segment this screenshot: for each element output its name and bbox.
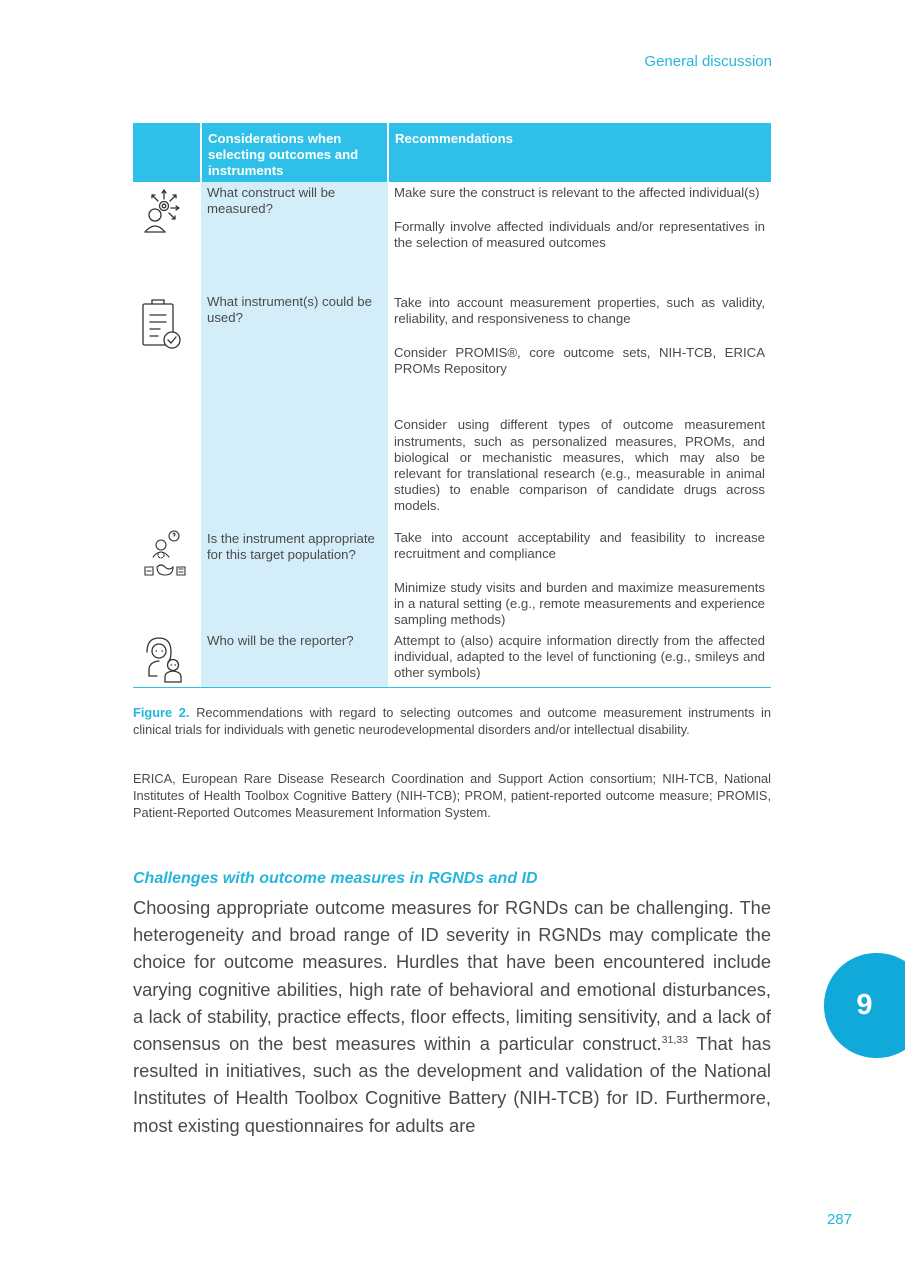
- icon-cell: [133, 527, 201, 630]
- recommendation-text: Take into account measurement properties, such as validity, reliability, and responsiveness to change: [394, 294, 765, 326]
- recommendation-text: Take into account acceptability and feasibility to increase recruitment and compliance: [394, 529, 765, 561]
- consideration-cell: Who will be the reporter?: [201, 630, 388, 688]
- section-heading: Challenges with outcome measures in RGNDs and ID: [133, 870, 538, 887]
- target-population-icon: [133, 527, 201, 577]
- icon-cell: [133, 630, 201, 688]
- figure-label: Figure 2.: [133, 705, 190, 720]
- consideration-cell: [201, 294, 388, 527]
- consideration-text: What instrument(s) could be used?: [207, 293, 372, 325]
- considerations-header: Considerations when selecting outcomes and instruments: [201, 123, 388, 182]
- page-number: 287: [826, 1211, 852, 1228]
- chapter-tab: [824, 953, 905, 1058]
- clipboard-check-icon: [133, 294, 201, 354]
- recommendation-cell: [388, 527, 771, 630]
- person-gear-icon: [133, 182, 201, 242]
- recommendation-cell: [388, 294, 771, 527]
- icon-column-header: [133, 123, 201, 182]
- icon-cell: [133, 294, 201, 527]
- caption-text: Recommendations with regard to selecting outcomes and outcome measurement instruments in clinical trials for individuals with genetic neurodevelopmental disorders and/or intellectual disability.: [133, 705, 771, 737]
- recommendation-cell: [388, 630, 771, 688]
- table-row: [133, 630, 771, 688]
- parent-child-icon: [133, 630, 201, 686]
- recommendation-text: Consider using different types of outcome measurement instruments, such as personalized measures, PROMs, and biological or mechanistic measures, which may also be relevant for translational research (e.g., measurable in animal studies) to enable comparison of candidate drugs across models.: [394, 417, 765, 514]
- recommendation-text: Make sure the construct is relevant to the affected individual(s): [394, 184, 760, 200]
- table-row: [133, 182, 771, 294]
- reference-superscript: 31,33: [661, 1033, 688, 1046]
- body-text-part: That has resulted in initiatives, such as the development and validation of the National Institutes of Health Toolbox Cognitive Battery (NIH-TCB) for ID. Furthermore, most existing questionnaires for adults are: [133, 1033, 771, 1136]
- running-header: General discussion: [644, 53, 772, 70]
- table-header-row: [133, 123, 771, 182]
- chapter-number: 9: [856, 989, 873, 1021]
- abbreviations-note: ERICA, European Rare Disease Research Coordination and Support Action consortium; NIH-TCB, National Institutes of Health Toolbox Cognitive Battery (NIH-TCB); PROM, patient-reported outcome measure; PROMIS, Patient-Reported Outcomes Measurement Information System.: [133, 771, 771, 820]
- recommendations-header: Recommendations: [388, 123, 771, 182]
- recommendation-text: Consider PROMIS®, core outcome sets, NIH-TCB, ERICA PROMs Repository: [394, 345, 765, 377]
- body-paragraph: [133, 894, 771, 1139]
- recommendation-text: Formally involve affected individuals and/or representatives in the selection of measured outcomes: [394, 218, 765, 251]
- consideration-cell: What construct will be measured?: [201, 182, 388, 294]
- icon-cell: [133, 182, 201, 294]
- table-row: [133, 294, 771, 527]
- body-text-part: Choosing appropriate outcome measures for RGNDs can be challenging. The heterogeneity and broad range of ID severity in RGNDs may complicate the choice for outcome measures. Hurdles that have been encountered include varying cognitive abilities, high rate of behavioral and emotional disturbances, a lack of stability, practice effects, floor effects, limiting sensitivity, and a lack of consensus on the best measures within a particular construct.: [133, 897, 771, 1055]
- recommendation-text: Minimize study visits and burden and maximize measurements in a natural setting (e.g., remote measurements and experience sampling methods): [394, 580, 765, 628]
- figure-caption: [133, 704, 771, 738]
- recommendation-text: Attempt to (also) acquire information directly from the affected individual, adapted to the level of functioning (e.g., smileys and other symbols): [394, 632, 765, 681]
- recommendations-table: [133, 123, 771, 688]
- consideration-cell: Is the instrument appropriate for this target population?: [201, 527, 388, 630]
- table-row: [133, 527, 771, 630]
- recommendation-cell: [388, 182, 771, 294]
